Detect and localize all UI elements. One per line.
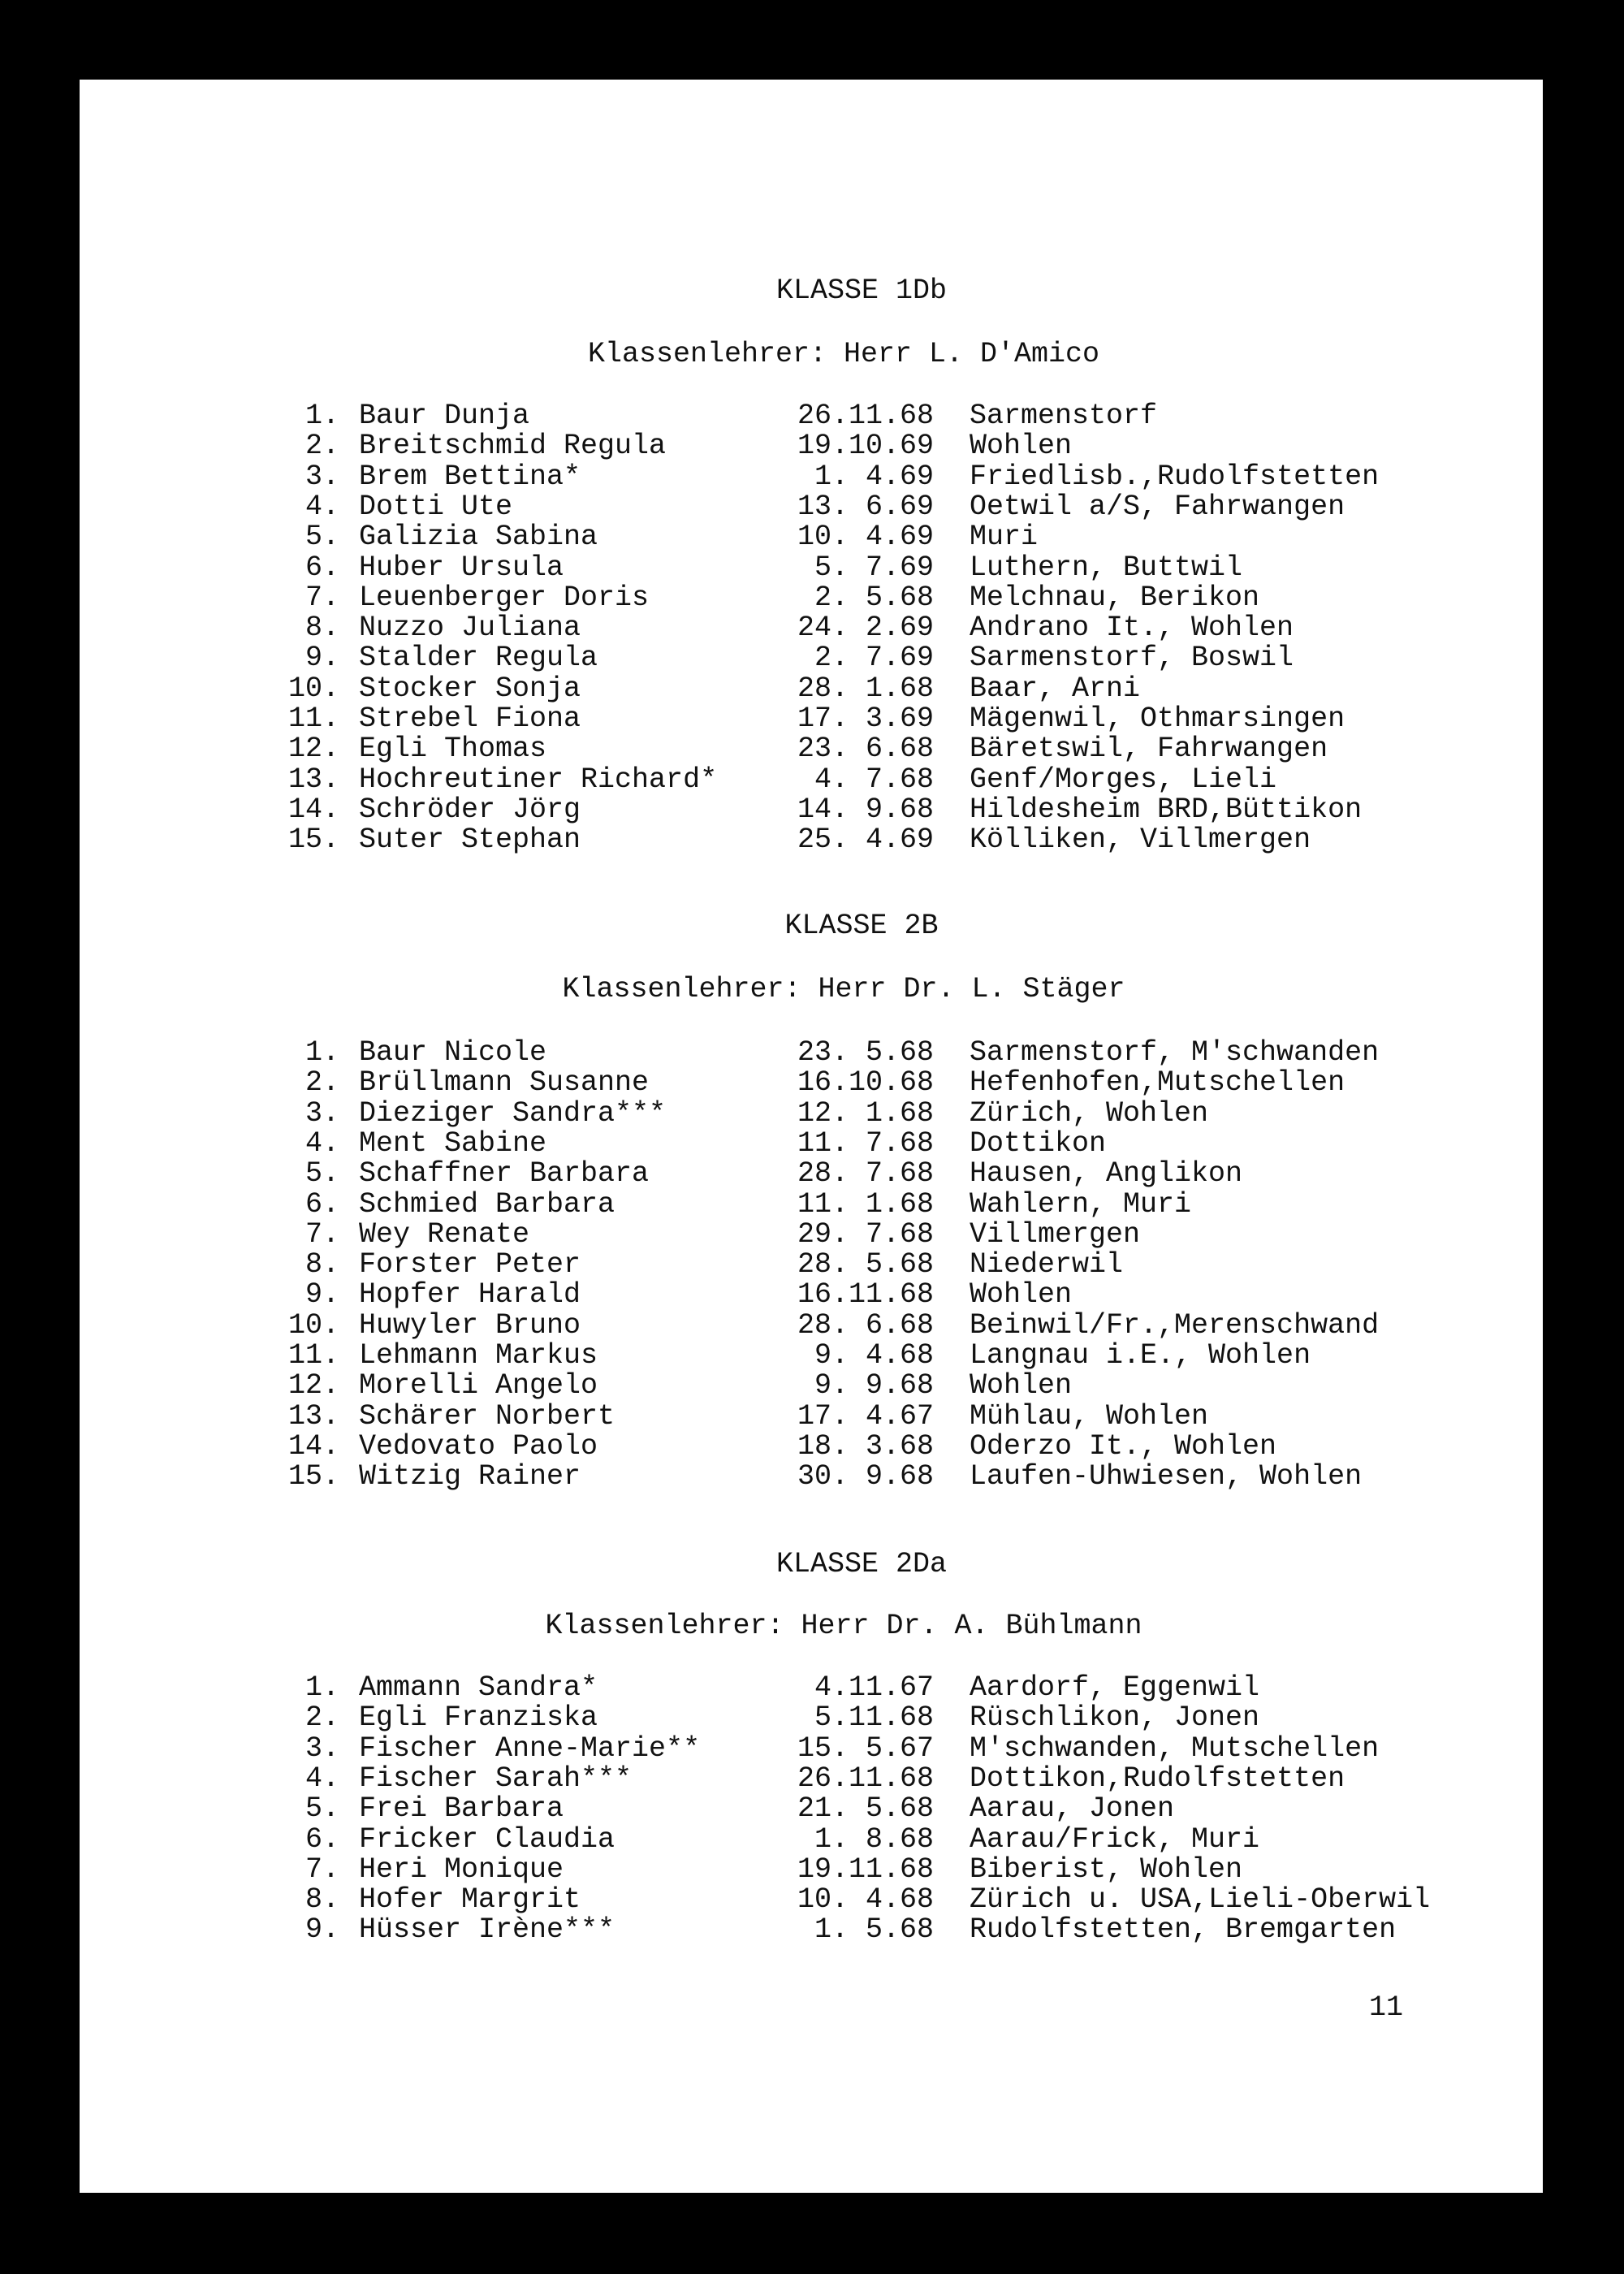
- hometown: Hefenhofen,Mutschellen: [970, 1066, 1345, 1100]
- birth-date: 24. 2.69: [797, 612, 934, 645]
- student-name: Nuzzo Juliana: [359, 612, 581, 645]
- student-number: 5.: [304, 1157, 339, 1191]
- student-name: Ment Sabine: [359, 1126, 547, 1160]
- birth-date: 23. 6.68: [797, 733, 934, 766]
- student-number: 4.: [304, 490, 339, 523]
- hometown: Wohlen: [970, 430, 1073, 463]
- hometown: Niederwil: [970, 1248, 1124, 1282]
- class-teacher: Klassenlehrer: Herr Dr. A. Bühlmann: [545, 1610, 1142, 1642]
- hometown: Sarmenstorf, M'schwanden: [970, 1036, 1380, 1069]
- student-name: Morelli Angelo: [359, 1369, 598, 1403]
- birth-date: 2. 7.69: [814, 642, 934, 675]
- student-number: 10.: [287, 1308, 339, 1342]
- student-number: 8.: [304, 1248, 339, 1282]
- birth-date: 16.10.68: [797, 1066, 934, 1100]
- student-name: Wey Renate: [359, 1217, 530, 1251]
- hometown: Aarau/Frick, Muri: [970, 1822, 1260, 1856]
- hometown: Sarmenstorf: [970, 400, 1158, 432]
- hometown: Mägenwil, Othmarsingen: [970, 703, 1345, 735]
- class-teacher: Klassenlehrer: Herr Dr. L. Stäger: [562, 973, 1125, 1005]
- birth-date: 17. 4.67: [797, 1399, 934, 1433]
- hometown: M'schwanden, Mutschellen: [970, 1731, 1380, 1765]
- hometown: Mühlau, Wohlen: [970, 1399, 1209, 1433]
- student-number: 9.: [304, 1278, 339, 1312]
- hometown: Zürich, Wohlen: [970, 1096, 1209, 1130]
- student-name: Forster Peter: [359, 1248, 581, 1282]
- page-number: 11: [1369, 1991, 1404, 2024]
- birth-date: 5. 7.69: [814, 551, 934, 584]
- birth-date: 28. 1.68: [797, 672, 934, 705]
- student-name: Strebel Fiona: [359, 703, 581, 735]
- birth-date: 29. 7.68: [797, 1217, 934, 1251]
- hometown: Hildesheim BRD,Büttikon: [970, 793, 1363, 826]
- student-number: 15.: [287, 1460, 339, 1494]
- class-title: KLASSE 2Da: [775, 1548, 948, 1580]
- birth-date: 10. 4.68: [797, 1883, 934, 1917]
- hometown: Aarau, Jonen: [970, 1792, 1175, 1826]
- student-number: 7.: [304, 1217, 339, 1251]
- hometown: Aardorf, Eggenwil: [970, 1671, 1260, 1704]
- student-number: 2.: [304, 1701, 339, 1735]
- student-name: Stalder Regula: [359, 642, 598, 675]
- hometown: Luthern, Buttwil: [970, 551, 1243, 584]
- student-number: 5.: [304, 521, 339, 554]
- hometown: Dottikon: [970, 1126, 1107, 1160]
- hometown: Sarmenstorf, Boswil: [970, 642, 1294, 675]
- student-number: 11.: [287, 1339, 339, 1372]
- class-title: KLASSE 2B: [784, 910, 939, 942]
- student-name: Fischer Sarah***: [359, 1762, 633, 1795]
- birth-date: 30. 9.68: [797, 1460, 934, 1494]
- hometown: Wohlen: [970, 1369, 1073, 1403]
- hometown: Villmergen: [970, 1217, 1141, 1251]
- student-name: Suter Stephan: [359, 824, 581, 857]
- student-name: Heri Monique: [359, 1852, 564, 1886]
- student-name: Baur Nicole: [359, 1036, 547, 1069]
- student-name: Fischer Anne-Marie**: [359, 1731, 701, 1765]
- student-number: 1.: [304, 1671, 339, 1704]
- student-number: 14.: [287, 793, 339, 826]
- student-name: Egli Franziska: [359, 1701, 598, 1735]
- birth-date: 28. 5.68: [797, 1248, 934, 1282]
- hometown: Hausen, Anglikon: [970, 1157, 1243, 1191]
- birth-date: 17. 3.69: [797, 703, 934, 735]
- class-teacher: Klassenlehrer: Herr L. D'Amico: [587, 338, 1100, 370]
- student-name: Ammann Sandra*: [359, 1671, 598, 1704]
- student-name: Leuenberger Doris: [359, 581, 650, 614]
- hometown: Rudolfstetten, Bremgarten: [970, 1913, 1397, 1947]
- document-page: [80, 80, 1543, 2193]
- birth-date: 26.11.68: [797, 1762, 934, 1795]
- birth-date: 11. 1.68: [797, 1187, 934, 1221]
- student-name: Huber Ursula: [359, 551, 564, 584]
- student-name: Lehmann Markus: [359, 1339, 598, 1372]
- student-name: Galizia Sabina: [359, 521, 598, 554]
- student-number: 2.: [304, 1066, 339, 1100]
- birth-date: 9. 4.68: [814, 1339, 934, 1372]
- birth-date: 1. 4.69: [814, 460, 934, 493]
- student-name: Dotti Ute: [359, 490, 513, 523]
- hometown: Oderzo It., Wohlen: [970, 1429, 1277, 1463]
- student-name: Schärer Norbert: [359, 1399, 615, 1433]
- hometown: Andrano It., Wohlen: [970, 612, 1294, 645]
- hometown: Biberist, Wohlen: [970, 1852, 1243, 1886]
- student-number: 6.: [304, 1187, 339, 1221]
- student-name: Breitschmid Regula: [359, 430, 667, 463]
- student-number: 6.: [304, 1822, 339, 1856]
- hometown: Zürich u. USA,Lieli-Oberwil: [970, 1883, 1431, 1917]
- birth-date: 16.11.68: [797, 1278, 934, 1312]
- hometown: Baar, Arni: [970, 672, 1141, 705]
- hometown: Dottikon,Rudolfstetten: [970, 1762, 1345, 1795]
- hometown: Langnau i.E., Wohlen: [970, 1339, 1311, 1372]
- birth-date: 28. 6.68: [797, 1308, 934, 1342]
- student-number: 13.: [287, 1399, 339, 1433]
- birth-date: 11. 7.68: [797, 1126, 934, 1160]
- birth-date: 10. 4.69: [797, 521, 934, 554]
- birth-date: 5.11.68: [814, 1701, 934, 1735]
- student-name: Brem Bettina*: [359, 460, 581, 493]
- student-number: 12.: [287, 1369, 339, 1403]
- student-name: Hopfer Harald: [359, 1278, 581, 1312]
- student-number: 2.: [304, 430, 339, 463]
- student-number: 7.: [304, 1852, 339, 1886]
- birth-date: 28. 7.68: [797, 1157, 934, 1191]
- student-name: Schmied Barbara: [359, 1187, 615, 1221]
- hometown: Wohlen: [970, 1278, 1073, 1312]
- birth-date: 1. 5.68: [814, 1913, 934, 1947]
- student-name: Fricker Claudia: [359, 1822, 615, 1856]
- birth-date: 13. 6.69: [797, 490, 934, 523]
- hometown: Oetwil a/S, Fahrwangen: [970, 490, 1345, 523]
- student-number: 11.: [287, 703, 339, 735]
- class-title: KLASSE 1Db: [775, 275, 948, 307]
- student-number: 15.: [287, 824, 339, 857]
- student-name: Vedovato Paolo: [359, 1429, 598, 1463]
- student-name: Huwyler Bruno: [359, 1308, 581, 1342]
- student-name: Dieziger Sandra***: [359, 1096, 667, 1130]
- student-number: 3.: [304, 1731, 339, 1765]
- student-number: 3.: [304, 1096, 339, 1130]
- student-name: Hüsser Irène***: [359, 1913, 615, 1947]
- birth-date: 15. 5.67: [797, 1731, 934, 1765]
- birth-date: 18. 3.68: [797, 1429, 934, 1463]
- student-name: Egli Thomas: [359, 733, 547, 766]
- student-name: Baur Dunja: [359, 400, 530, 432]
- student-name: Schröder Jörg: [359, 793, 581, 826]
- student-number: 14.: [287, 1429, 339, 1463]
- student-number: 5.: [304, 1792, 339, 1826]
- hometown: Bäretswil, Fahrwangen: [970, 733, 1328, 766]
- birth-date: 4.11.67: [814, 1671, 934, 1704]
- student-number: 9.: [304, 1913, 339, 1947]
- student-number: 10.: [287, 672, 339, 705]
- student-number: 1.: [304, 1036, 339, 1069]
- hometown: Rüschlikon, Jonen: [970, 1701, 1260, 1735]
- birth-date: 26.11.68: [797, 400, 934, 432]
- hometown: Laufen-Uhwiesen, Wohlen: [970, 1460, 1363, 1494]
- birth-date: 12. 1.68: [797, 1096, 934, 1130]
- hometown: Wahlern, Muri: [970, 1187, 1192, 1221]
- student-number: 12.: [287, 733, 339, 766]
- student-name: Brüllmann Susanne: [359, 1066, 650, 1100]
- birth-date: 25. 4.69: [797, 824, 934, 857]
- birth-date: 21. 5.68: [797, 1792, 934, 1826]
- student-name: Hochreutiner Richard*: [359, 763, 718, 796]
- birth-date: 23. 5.68: [797, 1036, 934, 1069]
- student-number: 1.: [304, 400, 339, 432]
- student-name: Stocker Sonja: [359, 672, 581, 705]
- student-name: Frei Barbara: [359, 1792, 564, 1826]
- student-number: 3.: [304, 460, 339, 493]
- student-number: 6.: [304, 551, 339, 584]
- birth-date: 2. 5.68: [814, 581, 934, 614]
- birth-date: 9. 9.68: [814, 1369, 934, 1403]
- hometown: Kölliken, Villmergen: [970, 824, 1311, 857]
- student-name: Schaffner Barbara: [359, 1157, 650, 1191]
- student-number: 13.: [287, 763, 339, 796]
- hometown: Muri: [970, 521, 1039, 554]
- birth-date: 19.10.69: [797, 430, 934, 463]
- hometown: Beinwil/Fr.,Merenschwand: [970, 1308, 1380, 1342]
- student-name: Hofer Margrit: [359, 1883, 581, 1917]
- student-number: 4.: [304, 1762, 339, 1795]
- birth-date: 1. 8.68: [814, 1822, 934, 1856]
- hometown: Melchnau, Berikon: [970, 581, 1260, 614]
- student-number: 8.: [304, 612, 339, 645]
- hometown: Friedlisb.,Rudolfstetten: [970, 460, 1380, 493]
- student-number: 8.: [304, 1883, 339, 1917]
- student-name: Witzig Rainer: [359, 1460, 581, 1494]
- birth-date: 4. 7.68: [814, 763, 934, 796]
- student-number: 4.: [304, 1126, 339, 1160]
- birth-date: 14. 9.68: [797, 793, 934, 826]
- student-number: 9.: [304, 642, 339, 675]
- birth-date: 19.11.68: [797, 1852, 934, 1886]
- hometown: Genf/Morges, Lieli: [970, 763, 1277, 796]
- student-number: 7.: [304, 581, 339, 614]
